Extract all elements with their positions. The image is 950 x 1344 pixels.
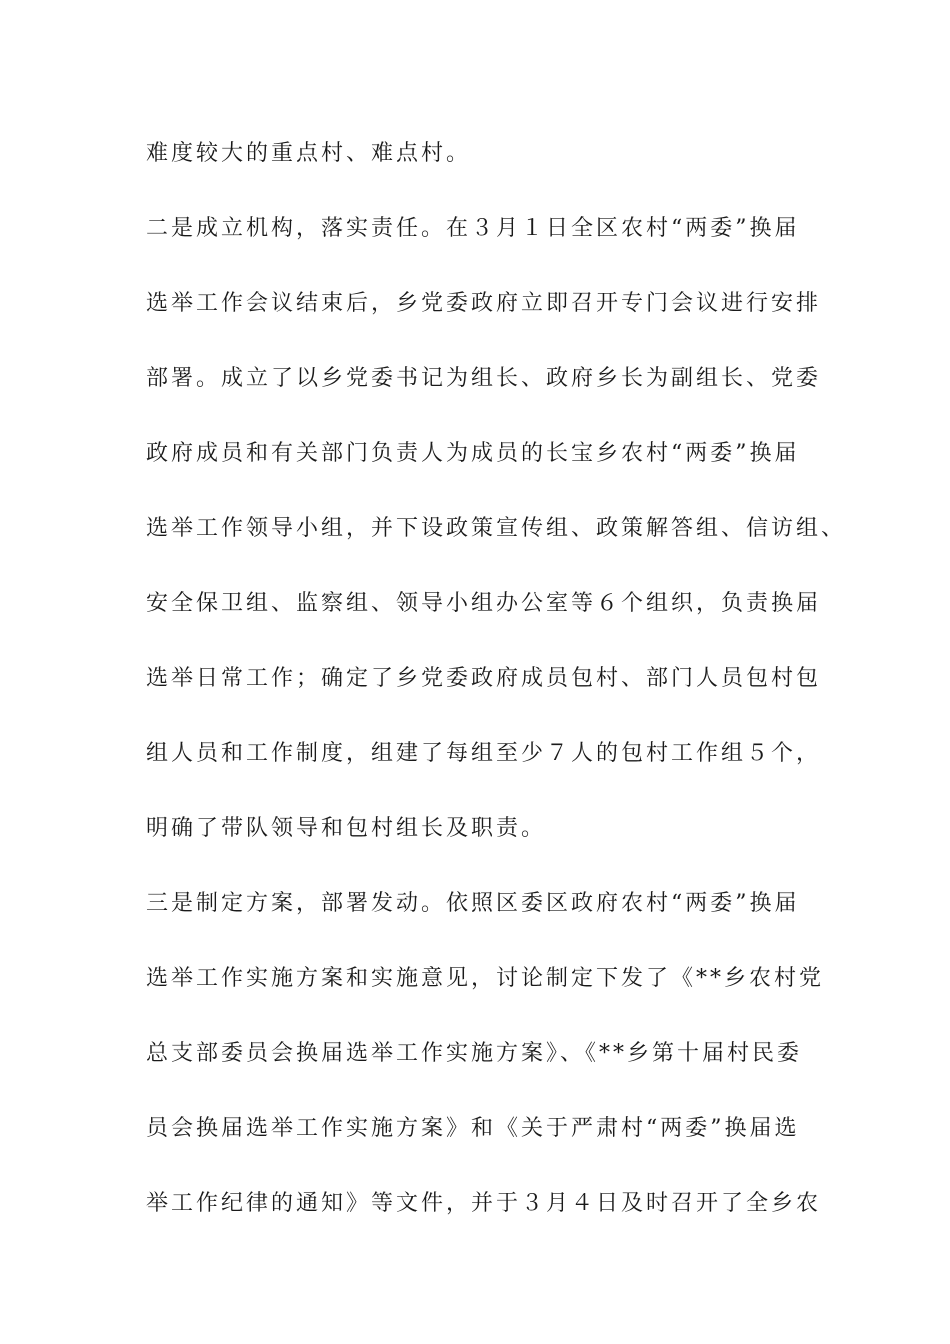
- text-line: 选举工作会议结束后，乡党委政府立即召开专门会议进行安排: [146, 291, 822, 316]
- text-line: 选举工作实施方案和实施意见，讨论制定下发了《**乡农村党: [146, 966, 825, 991]
- text-line: 举工作纪律的通知》等文件，并于３月４日及时召开了全乡农: [146, 1191, 822, 1216]
- text-line: 组人员和工作制度，组建了每组至少７人的包村工作组５个，: [146, 741, 822, 766]
- text-line: 三是制定方案，部署发动。依照区委区政府农村“两委”换届: [146, 891, 800, 916]
- text-line: 总支部委员会换届选举工作实施方案》、《**乡第十届村民委: [146, 1041, 803, 1066]
- text-line: 明确了带队领导和包村组长及职责。: [146, 816, 547, 841]
- document-body: [146, 132, 846, 1257]
- text-line: 二是成立机构，落实责任。在３月１日全区农村“两委”换届: [146, 216, 800, 241]
- text-line: 员会换届选举工作实施方案》和《关于严肃村“两委”换届选: [146, 1116, 800, 1141]
- text-line: 安全保卫组、监察组、领导小组办公室等６个组织，负责换届: [146, 591, 822, 616]
- text-line: 难度较大的重点村、难点村。: [146, 141, 472, 166]
- text-line: 选举工作领导小组，并下设政策宣传组、政策解答组、信访组、: [146, 516, 847, 541]
- text-line: 部署。成立了以乡党委书记为组长、政府乡长为副组长、党委: [146, 366, 822, 391]
- text-line: 政府成员和有关部门负责人为成员的长宝乡农村“两委”换届: [146, 441, 800, 466]
- text-line: 选举日常工作；确定了乡党委政府成员包村、部门人员包村包: [146, 666, 822, 691]
